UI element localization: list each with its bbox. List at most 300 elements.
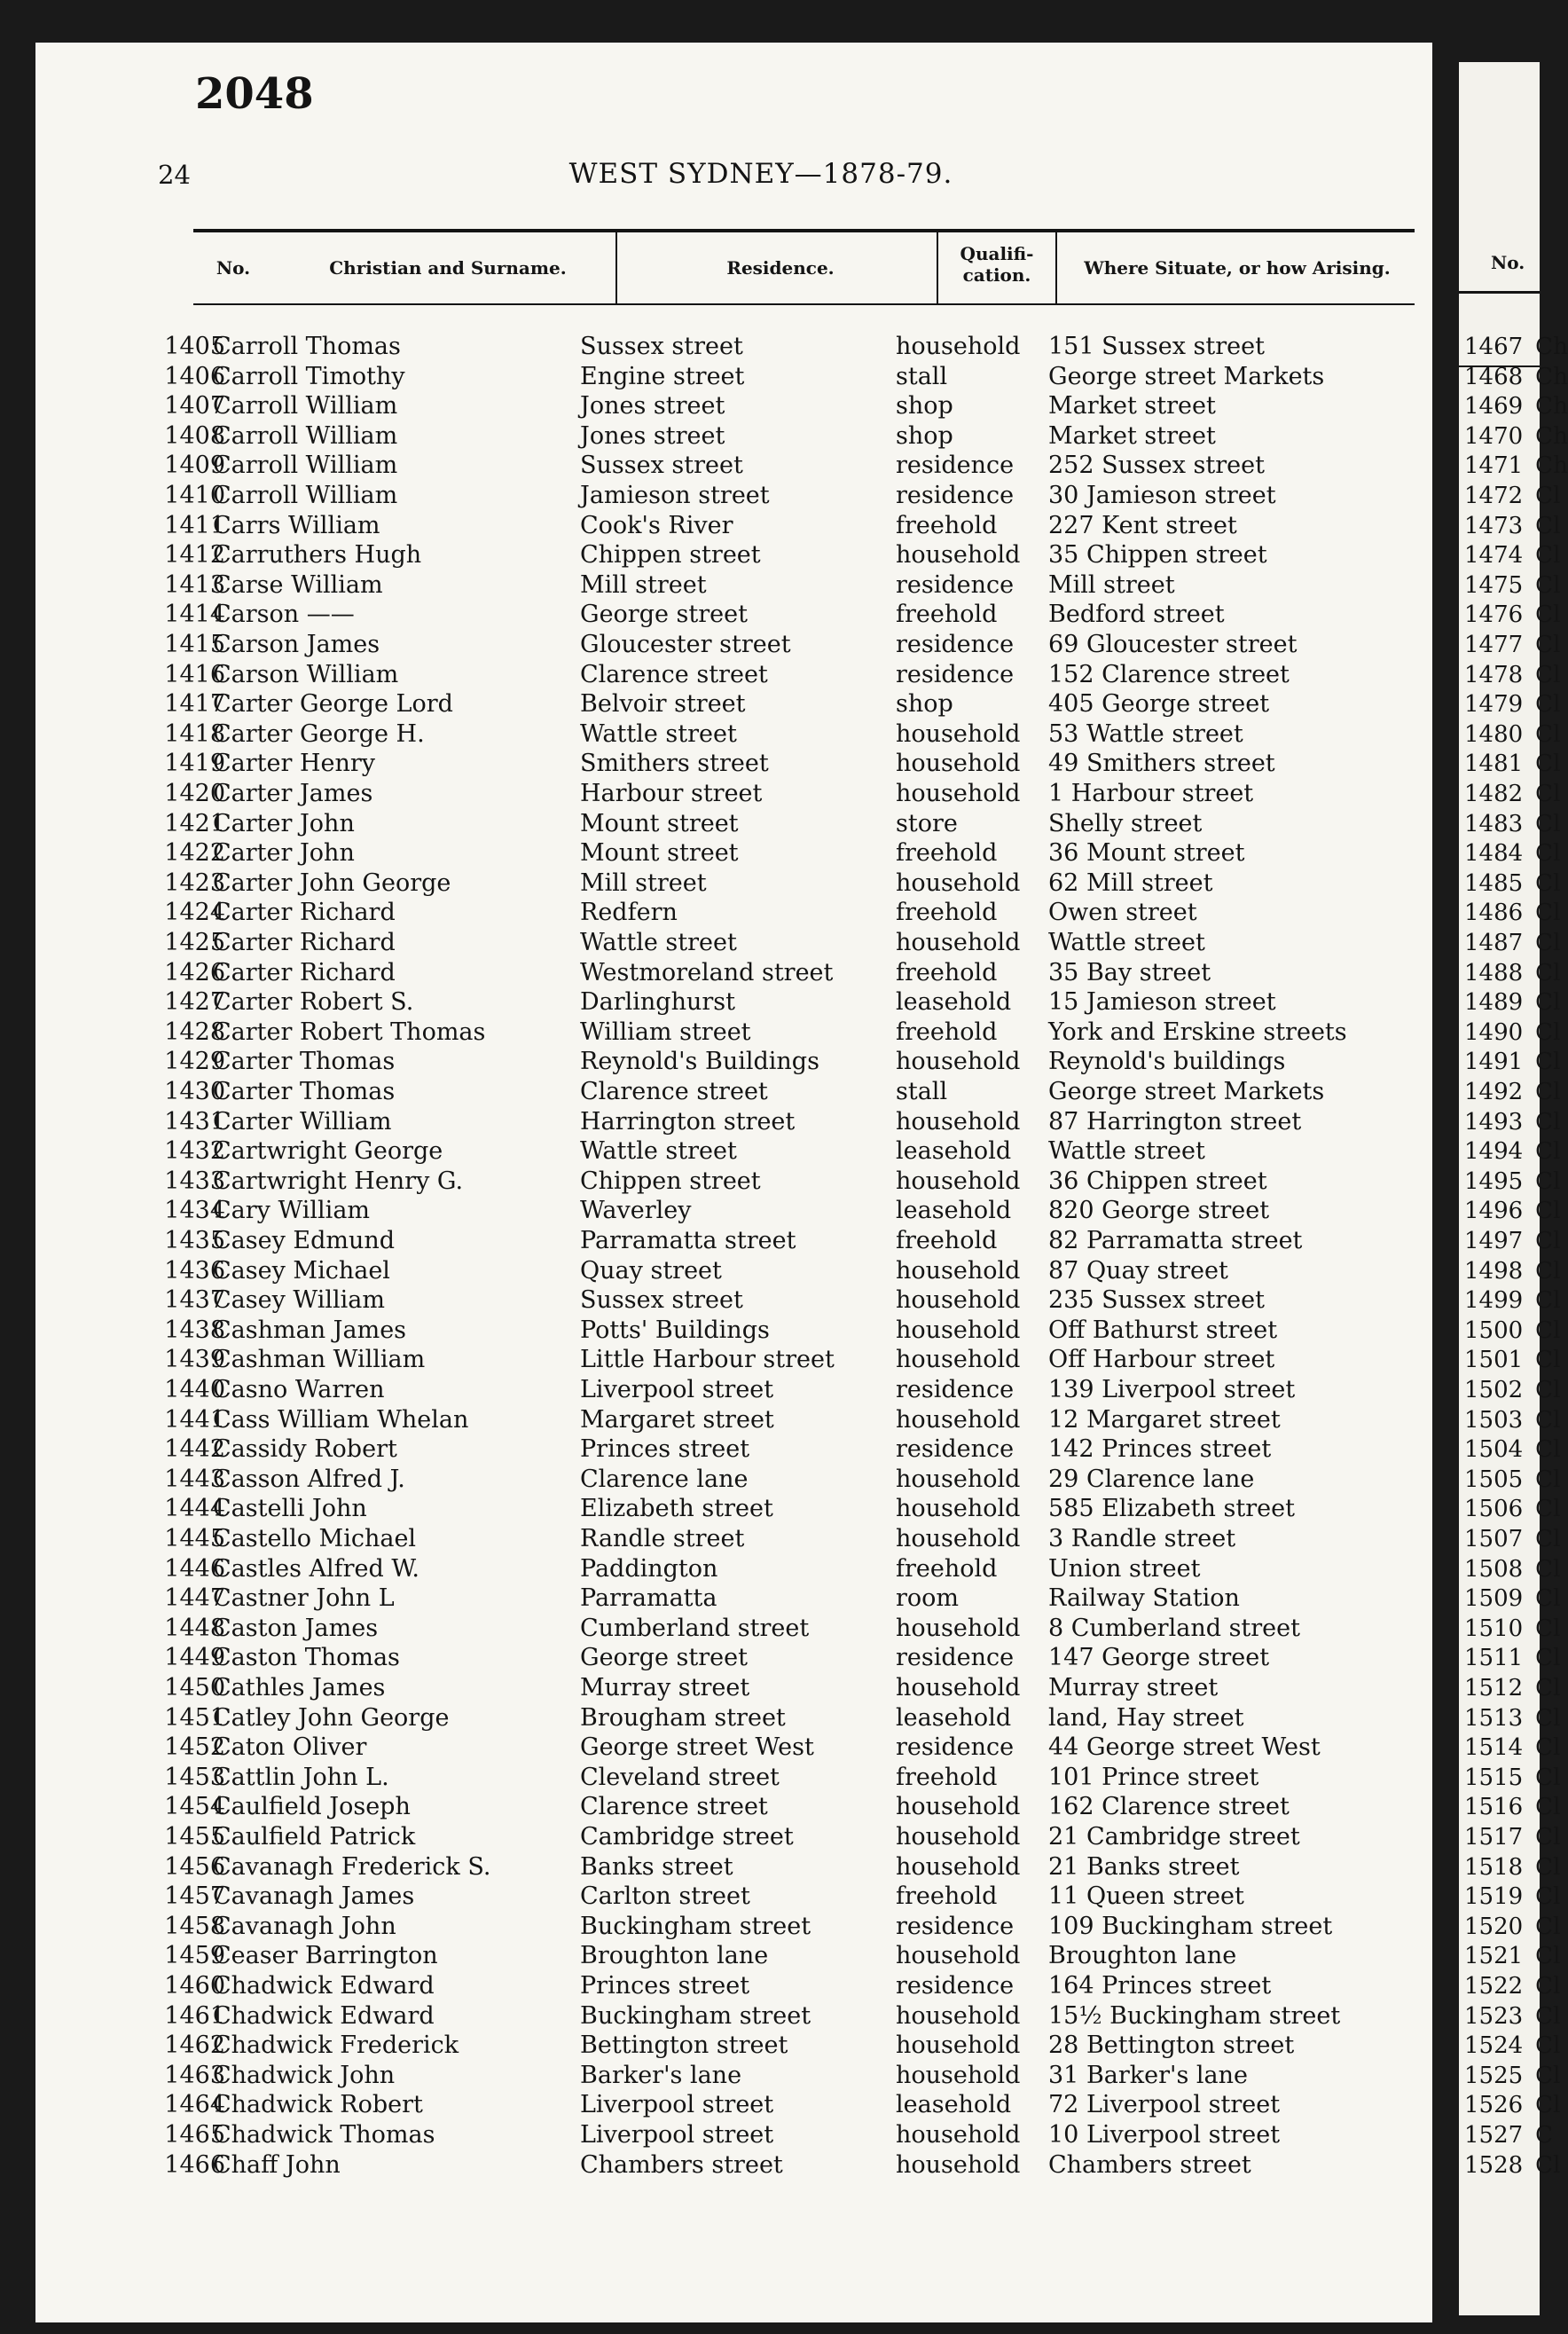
entry-qualification: freehold [896, 1763, 998, 1791]
next-page-entry-fragment: Cl [1535, 571, 1561, 599]
entry-residence: Clarence lane [580, 1465, 749, 1493]
entry-name: Carter John [213, 809, 355, 837]
table-row [0, 809, 1540, 839]
entry-qualification: household [896, 1614, 1021, 1642]
next-page-entry-fragment: Cl [1535, 959, 1561, 986]
entry-qualification: residence [896, 452, 1015, 480]
entry-number: 1433 [164, 1167, 225, 1195]
next-page-entry-fragment: Cl [1535, 1138, 1561, 1166]
table-row [0, 1643, 1540, 1673]
next-page-entry-fragment: Cl [1535, 661, 1561, 688]
entry-qualification: store [896, 809, 958, 837]
entry-name: Cavanagh John [213, 1912, 396, 1940]
table-row [0, 2090, 1540, 2120]
entry-number: 1409 [164, 452, 225, 480]
next-page-entry-number: 1516 [1464, 1794, 1524, 1821]
table-row [0, 1345, 1540, 1375]
next-page-entry-fragment: Cl [1535, 1734, 1561, 1762]
entry-where-situate: 44 George street West [1048, 1733, 1321, 1762]
entry-residence: Parramatta street [580, 1227, 796, 1254]
next-page-entry-fragment: Cl [1535, 1198, 1561, 1225]
next-page-entry-number: 1495 [1464, 1167, 1524, 1195]
next-page-entry-fragment: Cl [1535, 1704, 1561, 1732]
table-row [0, 838, 1540, 868]
next-page-entry-number: 1490 [1464, 1018, 1524, 1046]
entry-name: Carroll Timothy [213, 362, 405, 390]
entry-name: Caton Oliver [213, 1733, 367, 1762]
next-page-column-no: No. [1491, 252, 1525, 273]
next-page-entry-fragment: Cl [1535, 1824, 1561, 1851]
entry-number: 1417 [164, 690, 225, 719]
entry-name: Carruthers Hugh [213, 541, 422, 570]
entry-qualification: freehold [896, 511, 998, 539]
entry-qualification: residence [896, 1435, 1015, 1464]
entry-name: Carter Thomas [213, 1078, 396, 1105]
entry-where-situate: 36 Chippen street [1048, 1167, 1267, 1195]
entry-qualification: leasehold [896, 988, 1012, 1017]
entry-where-situate: 30 Jamieson street [1048, 482, 1276, 509]
entry-number: 1460 [164, 1972, 225, 2000]
next-page-entry-number: 1528 [1464, 2151, 1524, 2179]
entry-qualification: shop [896, 392, 953, 420]
entry-residence: Chippen street [580, 541, 761, 570]
entry-qualification: freehold [896, 601, 998, 629]
entry-name: Carrs William [213, 511, 380, 539]
entry-name: Carroll Thomas [213, 333, 401, 360]
column-header-qualification [942, 243, 1052, 286]
entry-number: 1418 [164, 719, 225, 748]
entry-residence: Jones street [580, 392, 725, 420]
next-page-entry-fragment: Ch [1535, 452, 1568, 480]
next-page-entry-number: 1492 [1464, 1079, 1524, 1105]
entry-name: Carter George Lord [213, 690, 453, 719]
entry-residence: Chippen street [580, 1167, 761, 1195]
entry-name: Cashman James [213, 1316, 407, 1344]
entry-where-situate: Railway Station [1048, 1584, 1240, 1613]
table-row [0, 1882, 1540, 1912]
entry-residence: Wattle street [580, 719, 737, 748]
column-divider-residence [937, 232, 938, 303]
entry-where-situate: 62 Mill street [1048, 868, 1213, 897]
entry-qualification: household [896, 2121, 1021, 2149]
entry-residence: Liverpool street [580, 2091, 774, 2119]
entry-residence: Harbour street [580, 780, 763, 807]
entry-qualification: household [896, 1823, 1021, 1851]
next-page-entry-fragment: Cl [1535, 1167, 1561, 1195]
entry-name: Casey William [213, 1286, 385, 1315]
entry-residence: Mount street [580, 839, 739, 868]
table-row [0, 689, 1540, 719]
header-rule-top [193, 229, 1415, 232]
next-page-entry-number: 1476 [1464, 601, 1524, 629]
next-page-entry-number: 1499 [1464, 1287, 1524, 1315]
entry-where-situate: 252 Sussex street [1048, 452, 1265, 480]
next-page-entry-number: 1475 [1464, 571, 1524, 599]
next-page-entry-number: 1487 [1464, 930, 1524, 956]
next-page-entry-fragment: Cl [1535, 900, 1561, 927]
next-page-entry-fragment: Cl [1535, 2151, 1561, 2179]
next-page-entry-number: 1477 [1464, 632, 1524, 658]
entry-qualification: household [896, 929, 1021, 956]
entry-residence: Barker's lane [580, 2061, 742, 2089]
table-row [0, 779, 1540, 809]
next-page-entry-fragment: Cl [1535, 1436, 1561, 1464]
running-title: WEST SYDNEY—1878-79. [568, 158, 953, 190]
entry-number: 1465 [164, 2121, 225, 2149]
table-row [0, 1405, 1540, 1435]
entry-name: Caston Thomas [213, 1644, 400, 1672]
entry-qualification: household [896, 1107, 1021, 1136]
entry-residence: Engine street [580, 362, 745, 390]
table-row [0, 928, 1540, 958]
entry-where-situate: Bedford street [1048, 601, 1225, 629]
entry-where-situate: 35 Chippen street [1048, 541, 1267, 570]
entry-where-situate: 28 Bettington street [1048, 2031, 1295, 2060]
entry-name: Cavanagh Frederick S. [213, 1852, 491, 1881]
entry-where-situate: Broughton lane [1048, 1942, 1237, 1970]
entry-where-situate: 12 Margaret street [1048, 1405, 1281, 1434]
next-page-entry-number: 1520 [1464, 1913, 1524, 1940]
next-page-entry-fragment: Cl [1535, 810, 1561, 837]
entry-name: Chadwick Thomas [213, 2121, 435, 2149]
next-page-entry-number: 1496 [1464, 1198, 1524, 1225]
entry-name: Carter John George [213, 868, 451, 897]
entry-residence: Sussex street [580, 333, 743, 360]
entry-qualification: freehold [896, 899, 998, 927]
next-page-entry-number: 1498 [1464, 1257, 1524, 1285]
table-row [0, 391, 1540, 421]
entry-where-situate: 227 Kent street [1048, 511, 1237, 539]
next-page-entry-fragment: Cl [1535, 1973, 1561, 2000]
entry-where-situate: 69 Gloucester street [1048, 631, 1298, 658]
entry-qualification: household [896, 1316, 1021, 1344]
entry-number: 1445 [164, 1525, 225, 1552]
entry-residence: George street [580, 1644, 748, 1672]
table-row [0, 1912, 1540, 1942]
entry-qualification: household [896, 333, 1021, 360]
entry-number: 1448 [164, 1614, 225, 1642]
entry-qualification: household [896, 2001, 1021, 2030]
next-page-entry-number: 1507 [1464, 1526, 1524, 1552]
next-page-entry-number: 1493 [1464, 1108, 1524, 1136]
entry-number: 1405 [164, 333, 225, 360]
next-page-entry-number: 1503 [1464, 1406, 1524, 1434]
table-row [0, 1316, 1540, 1346]
entry-number: 1429 [164, 1048, 225, 1076]
entry-name: Cary William [213, 1197, 371, 1225]
next-page-entry-number: 1506 [1464, 1496, 1524, 1523]
entry-name: Cassidy Robert [213, 1435, 397, 1464]
entry-qualification: leasehold [896, 2091, 1012, 2119]
stamp-number: 2048 [195, 69, 314, 119]
table-row [0, 1375, 1540, 1405]
entry-name: Chaff John [213, 2150, 341, 2179]
entry-qualification: residence [896, 1376, 1015, 1403]
next-page-entry-fragment: Cl [1535, 1049, 1561, 1076]
entry-residence: Jones street [580, 421, 725, 450]
entry-residence: William street [580, 1018, 751, 1046]
entry-where-situate: Union street [1048, 1554, 1201, 1583]
entry-number: 1447 [164, 1584, 225, 1613]
entry-residence: Sussex street [580, 1286, 743, 1315]
entry-qualification: household [896, 1405, 1021, 1434]
next-page-entry-number: 1513 [1464, 1704, 1524, 1732]
next-page-entry-fragment: Cl [1535, 512, 1561, 539]
entry-qualification: freehold [896, 1554, 998, 1583]
entry-name: Chadwick Frederick [213, 2031, 459, 2060]
entry-qualification: residence [896, 631, 1015, 658]
entry-name: Caulfield Patrick [213, 1823, 416, 1851]
entry-name: Cartwright Henry G. [213, 1167, 464, 1195]
next-page-entry-number: 1485 [1464, 869, 1524, 897]
entry-number: 1413 [164, 570, 225, 599]
next-page-entry-fragment: Cl [1535, 2002, 1561, 2030]
entry-where-situate: Owen street [1048, 899, 1197, 927]
table-row [0, 2150, 1540, 2181]
table-row [0, 630, 1540, 660]
next-page-entry-fragment: Cl [1535, 601, 1561, 629]
entry-qualification: residence [896, 660, 1015, 688]
entry-where-situate: Off Harbour street [1048, 1346, 1275, 1374]
column-header-qualification-line-1: Qualifi- [960, 243, 1034, 264]
entry-residence: Banks street [580, 1852, 733, 1881]
next-page-entry-number: 1500 [1464, 1316, 1524, 1344]
entry-name: Carter Thomas [213, 1048, 396, 1076]
table-row [0, 1136, 1540, 1167]
next-page-entry-fragment: Cl [1535, 1555, 1561, 1583]
next-page-entry-number: 1515 [1464, 1764, 1524, 1791]
entry-number: 1439 [164, 1346, 225, 1374]
entry-where-situate: 8 Cumberland street [1048, 1614, 1300, 1642]
entry-qualification: household [896, 780, 1021, 807]
entry-residence: Darlinghurst [580, 988, 735, 1017]
entry-residence: Wattle street [580, 1137, 737, 1166]
next-page-entry-fragment: Cl [1535, 483, 1561, 509]
entry-number: 1464 [164, 2091, 225, 2119]
entry-number: 1466 [164, 2150, 225, 2179]
table-row [0, 1256, 1540, 1286]
next-page-entry-fragment: Cl [1535, 1675, 1561, 1701]
next-page-entry-number: 1523 [1464, 2002, 1524, 2030]
table-row [0, 1018, 1540, 1048]
entry-number: 1450 [164, 1674, 225, 1701]
entry-number: 1412 [164, 541, 225, 570]
next-page-entry-number: 1509 [1464, 1585, 1524, 1613]
entry-name: Carter James [213, 780, 373, 807]
table-row [0, 511, 1540, 541]
entry-qualification: leasehold [896, 1137, 1012, 1166]
entry-number: 1415 [164, 631, 225, 658]
entry-residence: Liverpool street [580, 1376, 774, 1403]
next-page-entry-number: 1525 [1464, 2062, 1524, 2089]
entry-where-situate: 142 Princes street [1048, 1435, 1272, 1464]
entry-residence: Potts' Buildings [580, 1316, 770, 1344]
entry-qualification: stall [896, 1078, 948, 1105]
entry-where-situate: 72 Liverpool street [1048, 2091, 1281, 2119]
entry-residence: Elizabeth street [580, 1495, 773, 1523]
header-rule-bottom [193, 303, 1415, 305]
entry-qualification: household [896, 1346, 1021, 1374]
entry-name: Casson Alfred J. [213, 1465, 405, 1493]
table-row [0, 1196, 1540, 1226]
entry-residence: Clarence street [580, 660, 768, 688]
next-page-entry-number: 1510 [1464, 1615, 1524, 1642]
column-divider-name [615, 232, 617, 303]
entry-number: 1444 [164, 1495, 225, 1523]
next-page-entry-fragment: Ch [1535, 363, 1568, 390]
entry-residence: Redfern [580, 899, 678, 927]
entry-name: Cathles James [213, 1674, 386, 1701]
next-page-entry-fragment: Cl [1535, 1943, 1561, 1970]
entry-qualification: household [896, 1674, 1021, 1701]
entry-number: 1457 [164, 1882, 225, 1911]
entry-number: 1424 [164, 899, 225, 927]
next-page-entry-fragment: Ch [1535, 422, 1568, 450]
entry-residence: Bettington street [580, 2031, 788, 2060]
column-header-name: Christian and Surname. [329, 257, 567, 279]
entry-residence: Waverley [580, 1197, 692, 1225]
entry-residence: Mount street [580, 809, 739, 837]
entry-number: 1455 [164, 1823, 225, 1851]
table-row [0, 481, 1540, 511]
entry-qualification: residence [896, 1972, 1015, 2000]
entry-residence: Randle street [580, 1525, 745, 1552]
entry-number: 1454 [164, 1793, 225, 1821]
entry-name: Chadwick Robert [213, 2091, 423, 2119]
entry-number: 1438 [164, 1316, 225, 1344]
entry-where-situate: Wattle street [1048, 929, 1205, 956]
table-row [0, 1703, 1540, 1733]
entry-residence: Quay street [580, 1256, 722, 1285]
entry-where-situate: Wattle street [1048, 1137, 1205, 1166]
entry-name: Ceaser Barrington [213, 1942, 438, 1970]
entry-number: 1456 [164, 1852, 225, 1881]
next-page-entry-number: 1522 [1464, 1973, 1524, 2000]
table-row [0, 540, 1540, 570]
entry-number: 1408 [164, 421, 225, 450]
column-header-no: No. [216, 257, 251, 279]
next-page-entry-number: 1478 [1464, 661, 1524, 688]
next-page-entry-number: 1471 [1464, 452, 1524, 480]
entry-number: 1414 [164, 601, 225, 629]
next-page-entry-fragment: Cl [1535, 869, 1561, 897]
next-page-entry-fragment: Cl [1535, 1466, 1561, 1493]
entry-where-situate: 162 Clarence street [1048, 1793, 1290, 1821]
entry-qualification: freehold [896, 1227, 998, 1254]
entry-name: Carter Richard [213, 929, 396, 956]
entry-qualification: household [896, 1167, 1021, 1195]
entry-qualification: freehold [896, 1018, 998, 1046]
entry-where-situate: 101 Prince street [1048, 1763, 1259, 1791]
entry-number: 1421 [164, 809, 225, 837]
table-row [0, 1524, 1540, 1554]
entry-name: Casey Edmund [213, 1227, 396, 1254]
entry-name: Cavanagh James [213, 1882, 415, 1911]
entry-number: 1441 [164, 1405, 225, 1434]
table-row [0, 2001, 1540, 2031]
entry-residence: Mill street [580, 868, 707, 897]
entry-qualification: household [896, 750, 1021, 778]
entry-number: 1430 [164, 1078, 225, 1105]
entry-where-situate: Murray street [1048, 1674, 1219, 1701]
column-header-residence: Residence. [726, 257, 835, 279]
entry-where-situate: 87 Quay street [1048, 1256, 1228, 1285]
table-row [0, 719, 1540, 750]
entry-number: 1458 [164, 1912, 225, 1940]
table-row [0, 1584, 1540, 1614]
entry-where-situate: York and Erskine streets [1048, 1018, 1347, 1046]
entry-residence: Broughton lane [580, 1942, 769, 1970]
table-row [0, 1614, 1540, 1644]
entry-where-situate: Off Bathurst street [1048, 1316, 1278, 1344]
next-page-entry-fragment: Cl [1535, 1316, 1561, 1344]
entry-qualification: leasehold [896, 1197, 1012, 1225]
table-row [0, 987, 1540, 1018]
next-page-entry-fragment: Cl [1535, 1526, 1561, 1552]
table-row [0, 1792, 1540, 1822]
entry-name: Carter Richard [213, 958, 396, 986]
entry-qualification: residence [896, 482, 1015, 509]
entry-number: 1434 [164, 1197, 225, 1225]
next-page-entry-number: 1489 [1464, 989, 1524, 1017]
entry-residence: Paddington [580, 1554, 718, 1583]
next-page-entry-fragment: Cl [1535, 1764, 1561, 1791]
next-page-entry-number: 1468 [1464, 363, 1524, 390]
entry-residence: Wattle street [580, 929, 737, 956]
entry-number: 1437 [164, 1286, 225, 1315]
entry-where-situate: 15½ Buckingham street [1048, 2001, 1341, 2030]
next-page-entry-fragment: Cl [1535, 1287, 1561, 1315]
table-row [0, 1941, 1540, 1971]
entry-where-situate: 164 Princes street [1048, 1972, 1272, 2000]
entry-where-situate: 139 Liverpool street [1048, 1376, 1296, 1403]
entry-name: Castello Michael [213, 1525, 417, 1552]
table-row [0, 1852, 1540, 1882]
column-header-where: Where Situate, or how Arising. [1084, 257, 1391, 279]
entry-name: Chadwick Edward [213, 1972, 435, 2000]
entry-where-situate: 29 Clarence lane [1048, 1465, 1255, 1493]
entry-name: Castner John L [213, 1584, 395, 1613]
entry-residence: Clarence street [580, 1793, 768, 1821]
table-row [0, 1226, 1540, 1256]
entry-where-situate: 82 Parramatta street [1048, 1227, 1303, 1254]
entry-where-situate: Market street [1048, 392, 1216, 420]
entry-residence: Parramatta [580, 1584, 717, 1613]
table-row [0, 1167, 1540, 1197]
entry-number: 1406 [164, 362, 225, 390]
entry-number: 1411 [164, 511, 225, 539]
entry-name: Cashman William [213, 1346, 426, 1374]
next-page-entry-number: 1511 [1464, 1645, 1524, 1672]
entry-residence: Murray street [580, 1674, 750, 1701]
next-page-entry-fragment: Cl [1535, 930, 1561, 956]
entry-number: 1440 [164, 1376, 225, 1403]
entry-number: 1431 [164, 1107, 225, 1136]
entry-name: Carse William [213, 570, 383, 599]
entry-qualification: residence [896, 1733, 1015, 1762]
entry-residence: Little Harbour street [580, 1346, 835, 1374]
entry-name: Carter William [213, 1107, 392, 1136]
next-page-entry-fragment: Cl [1535, 781, 1561, 807]
entry-name: Casey Michael [213, 1256, 390, 1285]
next-page-entry-fragment: Cl [1535, 1645, 1561, 1672]
entry-number: 1446 [164, 1554, 225, 1583]
table-row [0, 1465, 1540, 1495]
entry-qualification: household [896, 2031, 1021, 2060]
entry-name: Carson —— [213, 601, 355, 629]
next-page-entry-number: 1474 [1464, 542, 1524, 570]
entry-where-situate: Market street [1048, 421, 1216, 450]
